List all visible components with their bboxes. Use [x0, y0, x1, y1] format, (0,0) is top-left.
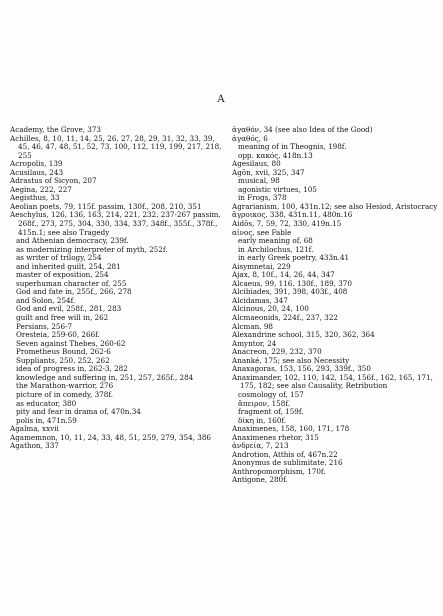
index-entry: Academy, the Grove, 373 — [10, 126, 102, 134]
index-entry: ἄγροικος, 338, 431n.11, 480n.16 — [232, 211, 353, 220]
index-entry: Aegina, 222, 227 — [10, 185, 72, 194]
index-entry: Aisymnetai, 229 — [232, 262, 291, 271]
section-letter-heading: A — [217, 94, 226, 105]
index-subentry: knowledge and suffering in, 251, 257, 265f., 284 — [16, 373, 194, 382]
index-subentry: and inherited guilt, 254, 281 — [16, 262, 121, 271]
index-column-left — [10, 126, 225, 451]
index-entry: Alexandrine school, 315, 320, 362, 364 — [232, 331, 375, 340]
index-entry: ἀγαθόν, 34 (see also Idea of the Good) — [232, 126, 373, 134]
index-entry: Alcinous, 20, 24, 100 — [232, 305, 309, 314]
index-entry: Anaximander, 102, 110, 142, 154, 156f., 162, 165, 171, 175, 182; see also Causality, Retribution — [232, 373, 433, 391]
index-entry: Acusilaus, 243 — [10, 168, 64, 177]
index-subentry: Seven against Thebes, 260-62 — [16, 339, 126, 348]
index-entry: Agathon, 337 — [10, 442, 59, 451]
index-subentry: Oresteia, 259-60, 266f. — [16, 331, 100, 340]
index-entry: αἶνος, see Fable — [232, 228, 292, 237]
index-subentry: God and evil, 258f., 281, 283 — [16, 305, 122, 314]
index-entry: Agalma, xxvii — [10, 425, 59, 434]
index-subentry: in Archilochus, 121f. — [238, 245, 314, 254]
index-subentry: God and fate in, 255f., 266, 278 — [16, 288, 132, 297]
index-entry: Anaxagoras, 153, 156, 293, 339f., 350 — [232, 365, 371, 374]
index-entry: Alcmaeonids, 224f., 237, 322 — [232, 314, 338, 323]
index-subentry: and Solon, 254f. — [16, 296, 76, 305]
index-subentry: ἄπειρον, 158f. — [238, 399, 291, 408]
index-subentry: opp. κακός, 418n.13 — [238, 151, 313, 160]
index-subentry: Prometheus Bound, 262-6 — [16, 348, 111, 357]
index-subentry: polis in, 471n.59 — [16, 416, 77, 425]
index-column-right — [232, 126, 438, 485]
index-entry: Anaximenes rhetor, 315 — [232, 433, 319, 442]
index-subentry: Persians, 256-7 — [16, 322, 73, 331]
index-entry: Alcaeus, 99, 116, 130f., 189, 370 — [232, 279, 352, 288]
index-subentry: as modernizing interpreter of myth, 252f. — [16, 245, 168, 254]
index-entry: Androtion, Atthis of, 467n.22 — [232, 450, 338, 459]
index-entry: Antigone, 280f. — [232, 476, 288, 485]
index-entry: Achilles, 8, 10, 11, 14, 25, 26, 27, 28, 29, 31, 32, 33, 39, 45, 46, 47, 48, 51, 52, 73, 100, 112, 119, 199, 217, 218, 255 — [10, 134, 222, 160]
index-entry: ἀγαθός, 6 — [232, 134, 268, 143]
index-entry: Agesilaus, 80 — [232, 160, 281, 169]
index-entry: Anacreon, 229, 232, 370 — [232, 348, 322, 357]
index-entry: Anthropomorphism, 170f. — [232, 467, 326, 476]
index-subentry: δίκη in, 160f. — [238, 416, 287, 425]
index-subentry: early meaning of, 68 — [238, 237, 313, 246]
index-subentry: as writer of trilogy, 254 — [16, 254, 102, 263]
index-entry: Alcibiades, 391, 398, 403f., 408 — [232, 288, 348, 297]
index-subentry: picture of in comedy, 378f. — [16, 390, 114, 399]
index-subentry: musical, 98 — [238, 177, 280, 186]
index-entry: ἀνδρεία, 7, 213 — [232, 442, 289, 451]
index-entry: Alcidamas, 347 — [232, 296, 288, 305]
index-entry: Aidōs, 7, 59, 72, 330, 419n.15 — [232, 220, 342, 229]
index-entry: Acropolis, 139 — [10, 160, 63, 169]
index-subentry: meaning of in Theognis, 198f. — [238, 143, 347, 152]
index-subentry: fragment of, 159f. — [238, 408, 304, 417]
index-entry: Amyntor, 24 — [232, 339, 277, 348]
index-entry: Anaximenes, 158, 160, 171, 178 — [232, 425, 350, 434]
index-entry: Ajax, 8, 10f., 14, 26, 44, 347 — [232, 271, 335, 280]
index-subentry: master of exposition, 254 — [16, 271, 109, 280]
index-subentry: in early Greek poetry, 433n.41 — [238, 254, 350, 263]
index-subentry: pity and fear in drama of, 470n.34 — [16, 408, 141, 417]
index-subentry: cosmology of, 157 — [238, 390, 304, 399]
index-entry: Aeolian poets, 79, 115f. passim, 130f., 208, 210, 351 — [10, 202, 202, 211]
index-subentry: Suppliants, 250, 252, 262 — [16, 356, 110, 365]
index-entry: Anonymus de sublimitate, 216 — [232, 459, 343, 468]
index-entry: Agōn, xvii, 325, 347 — [232, 168, 305, 177]
index-entry: Adrastus of Sicyon, 207 — [10, 177, 97, 186]
index-subentry: guilt and free will in, 262 — [16, 314, 109, 323]
index-subentry: idea of progress in, 262-3, 282 — [16, 365, 128, 374]
index-entry: Aegisthus, 33 — [10, 194, 60, 203]
index-subentry: and Athenian democracy, 239f. — [16, 237, 129, 246]
index-entry: Agrarianism, 100, 431n.12; see also Hesiod, Aristocracy — [232, 202, 438, 211]
index-subentry: superhuman character of, 255 — [16, 279, 127, 288]
index-subentry: as educator, 380 — [16, 399, 77, 408]
index-entry: Ananké, 175; see also Necessity — [232, 356, 350, 365]
index-subentry: the Marathon-warrior, 276 — [16, 382, 114, 391]
index-entry: Alcman, 98 — [232, 322, 273, 331]
index-subentry: agonistic virtues, 105 — [238, 185, 317, 194]
index-subentry: in Frogs, 378 — [238, 194, 287, 203]
index-entry: Aeschylus, 126, 136, 163, 214, 221, 232, 237-267 passim, 268f., 273, 275, 304, 330, 334, 337, 348f., 355f., 378f., 415n.1; see also Tragedy — [10, 211, 221, 237]
index-entry: Agamemnon, 10, 11, 24, 33, 48, 51, 259, 279, 354, 386 — [10, 433, 211, 442]
